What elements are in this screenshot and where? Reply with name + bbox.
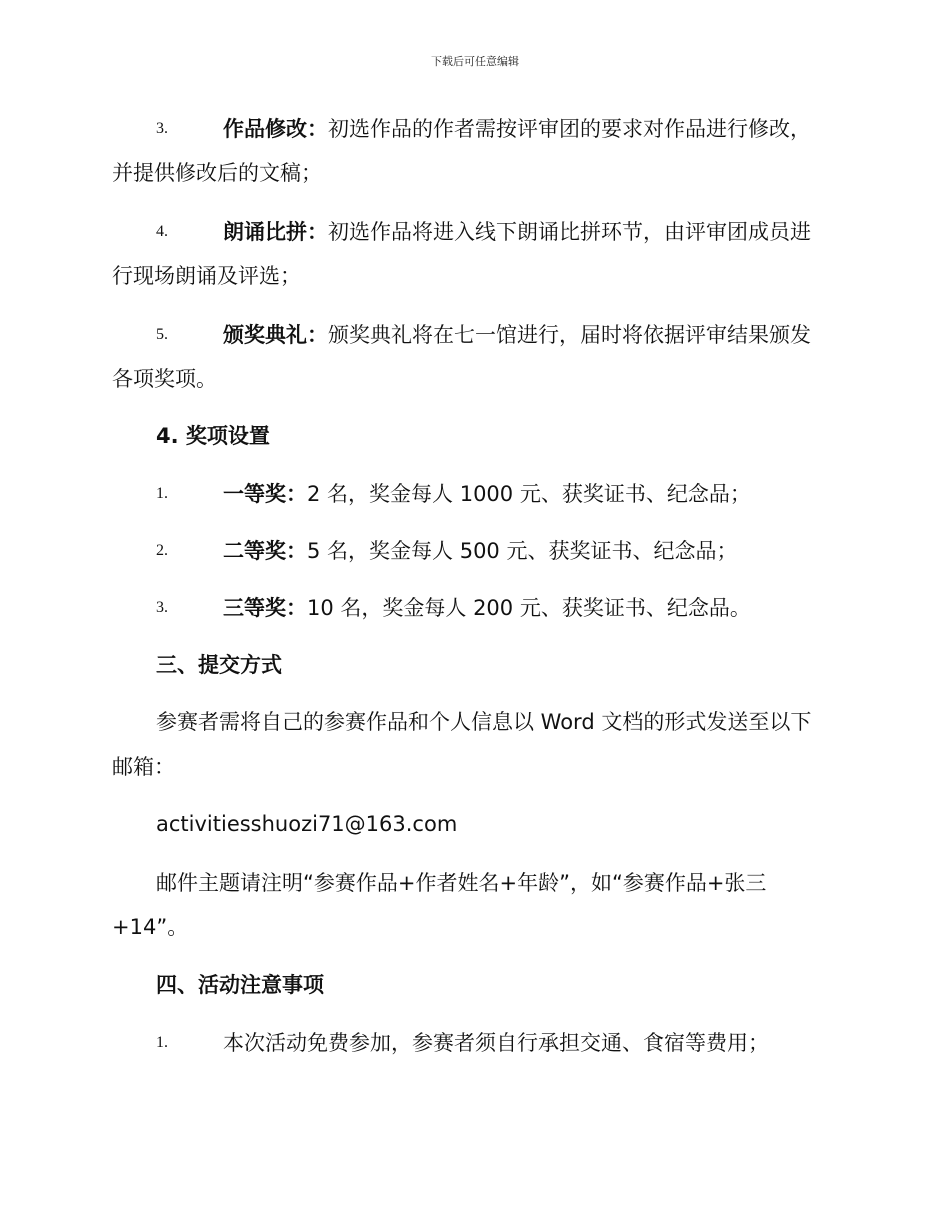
step-text-continued: 各项奖项。 [112,367,217,391]
award-number: 3. [156,599,168,616]
subject-instruction-continued: +14”。 [112,915,189,939]
submission-email: activitiesshuozi71@163.com [156,812,458,836]
step-title: 颁奖典礼： [223,323,328,347]
step-title: 朗诵比拼： [223,220,328,244]
award-item-second [223,538,737,564]
step-item-ceremony [223,322,811,348]
section-heading-awards: 4. 奖项设置 [156,424,270,448]
section-heading-submission: 三、提交方式 [156,653,282,677]
step-text-continued: 并提供修改后的文稿； [112,161,322,185]
submission-paragraph: 参赛者需将自己的参赛作品和个人信息以 Word 文档的形式发送至以下 [156,710,812,734]
award-number: 1. [156,485,168,502]
award-item-first [223,481,751,507]
step-text: 初选作品将进入线下朗诵比拼环节，由评审团成员进 [328,220,811,244]
step-text-continued: 行现场朗诵及评选； [112,264,301,288]
award-text: 5 名，奖金每人 500 元、获奖证书、纪念品； [307,539,738,563]
step-number: 5. [156,326,168,343]
step-title: 作品修改： [223,117,328,141]
step-text: 初选作品的作者需按评审团的要求对作品进行修改， [328,117,811,141]
note-number: 1. [156,1034,168,1051]
submission-paragraph-continued: 邮箱： [112,755,175,779]
note-item: 本次活动免费参加，参赛者须自行承担交通、食宿等费用； [223,1031,769,1055]
award-text: 2 名，奖金每人 1000 元、获奖证书、纪念品； [307,482,751,506]
award-item-third [223,595,751,621]
step-item-recitation [223,219,811,245]
step-number: 3. [156,120,168,137]
award-text: 10 名，奖金每人 200 元、获奖证书、纪念品。 [307,596,751,620]
section-heading-notes: 四、活动注意事项 [156,973,324,997]
award-title: 三等奖： [223,596,307,620]
step-text: 颁奖典礼将在七一馆进行，届时将依据评审结果颁发 [328,323,811,347]
award-title: 二等奖： [223,539,307,563]
award-title: 一等奖： [223,482,307,506]
subject-instruction: 邮件主题请注明“参赛作品+作者姓名+年龄”，如“参赛作品+张三 [156,871,767,895]
step-number: 4. [156,223,168,240]
award-number: 2. [156,542,168,559]
step-item-revision [223,116,811,142]
header-note: 下载后可任意编辑 [431,55,519,68]
